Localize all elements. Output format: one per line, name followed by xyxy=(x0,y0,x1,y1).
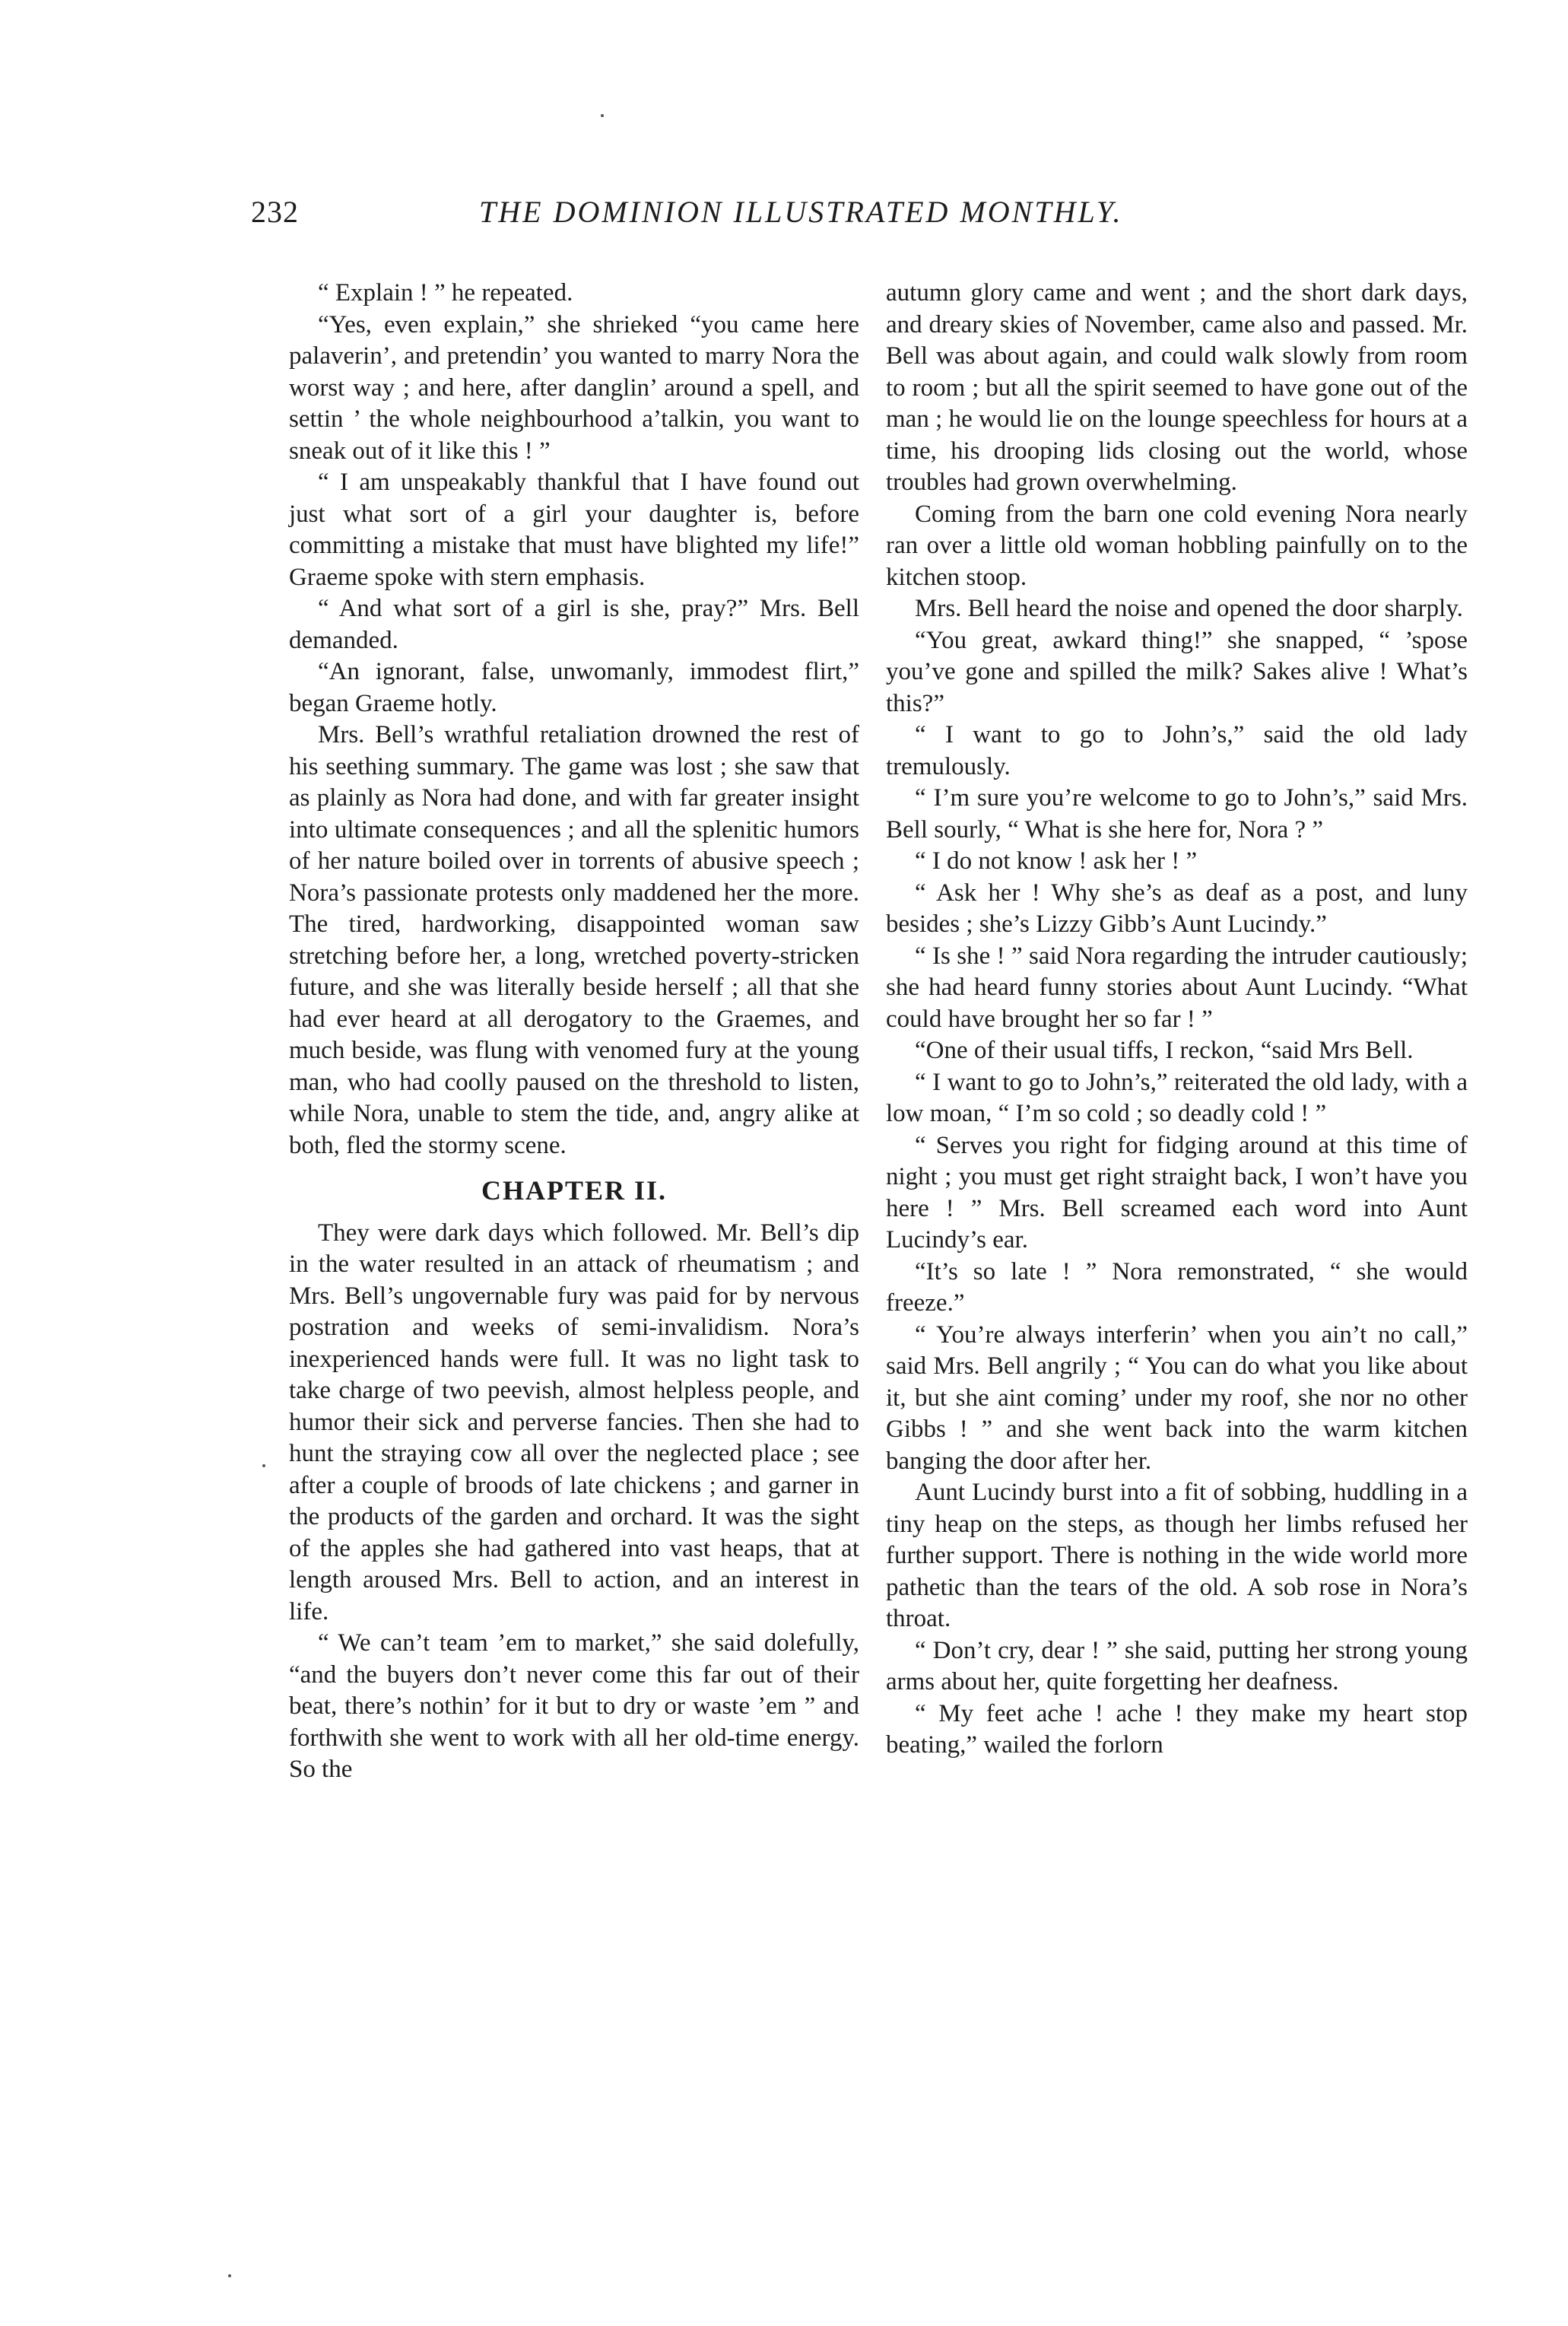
right-column xyxy=(886,278,1468,1762)
paragraph: “ Ask her ! Why she’s as deaf as a post, and luny besides ; she’s Lizzy Gibb’s Aunt Lucindy.” xyxy=(886,879,1468,938)
running-head xyxy=(251,194,1468,247)
paragraph: “ Don’t cry, dear ! ” she said, putting her strong young arms about her, quite forgetting her deafness. xyxy=(886,1636,1468,1695)
paragraph: “It’s so late ! ” Nora remonstrated, “ she would freeze.” xyxy=(886,1257,1468,1317)
paragraph: “ Explain ! ” he repeated. xyxy=(318,279,573,307)
paragraph: “ I want to go to John’s,” reiterated the old lady, with a low moan, “ I’m so cold ; so deadly cold ! ” xyxy=(886,1068,1468,1127)
paragraph: autumn glory came and went ; and the short dark days, and dreary skies of November, came also and passed. Mr. Bell was about again, and could walk slowly from room to room ; but all the spirit seemed to have gone out of the man ; he would lie on the lounge speechless for hours at a time, his drooping lids closing out the world, whose troubles had grown overwhelming. xyxy=(886,279,1468,496)
paragraph: “Yes, even explain,” she shrieked “you came here palaverin’, and pretendin’ you wanted to marry Nora the worst way ; and here, after danglin’ around a spell, and settin ’ the whole neighbourhood a’talkin, you want to sneak out of it like this ! ” xyxy=(289,310,859,465)
paragraph: “ Is she ! ” said Nora regarding the intruder cautiously; she had heard funny stories about Aunt Lucindy. “What could have brought her so far ! ” xyxy=(886,942,1468,1033)
paragraph: “ Serves you right for fidging around at this time of night ; you must get right straight back, I won’t have you here ! ” Mrs. Bell screamed each word into Aunt Lucindy’s ear. xyxy=(886,1131,1468,1254)
left-column xyxy=(289,278,859,1786)
paragraph: Mrs. Bell heard the noise and opened the door sharply. xyxy=(915,595,1463,622)
print-speck xyxy=(601,114,604,117)
paragraph: Aunt Lucindy burst into a fit of sobbing, huddling in a tiny heap on the steps, as though her limbs refused her further support. There is nothing in the wide world more pathetic than the tears of the old. A sob rose in Nora’s throat. xyxy=(886,1479,1468,1632)
journal-title: THE DOMINION ILLUSTRATED MONTHLY. xyxy=(479,195,1123,229)
chapter-heading: CHAPTER II. xyxy=(481,1175,668,1206)
paragraph: “ We can’t team ’em to market,” she said dolefully, “and the buyers don’t never come this far out of their beat, there’s nothin’ for it but to dry or waste ’em ” and forthwith she went to work with all her old-time energy. So the xyxy=(289,1629,859,1783)
paragraph: “ You’re always interferin’ when you ain’t no call,” said Mrs. Bell angrily ; “ You can do what you like about it, but she aint coming’ under my roof, she nor no other Gibbs ! ” and she went back into the warm kitchen banging the door after her. xyxy=(886,1320,1468,1475)
page-number: 232 xyxy=(251,195,299,229)
paragraph: “ My feet ache ! ache ! they make my heart stop beating,” wailed the forlorn xyxy=(886,1699,1468,1759)
paragraph: “An ignorant, false, unwomanly, immodest flirt,” began Graeme hotly. xyxy=(289,658,859,717)
paragraph: “ I’m sure you’re welcome to go to John’s,” said Mrs. Bell sourly, “ What is she here for, Nora ? ” xyxy=(886,784,1468,844)
print-speck xyxy=(262,1464,265,1467)
paragraph: “ I do not know ! ask her ! ” xyxy=(915,847,1198,875)
print-speck xyxy=(228,2274,231,2277)
paragraph: “One of their usual tiffs, I reckon, “said Mrs Bell. xyxy=(915,1037,1414,1064)
paragraph: “You great, awkard thing!” she snapped, “ ’spose you’ve gone and spilled the milk? Sakes alive ! What’s this?” xyxy=(886,626,1468,717)
paragraph: Mrs. Bell’s wrathful retaliation drowned the rest of his seething summary. The game was lost ; she saw that as plainly as Nora had done, and with far greater insight into ultimate consequences ; and all the splenitic humors of her nature boiled over in torrents of abusive speech ; Nora’s passionate protests only maddened her the more. The tired, hardworking, disappointed woman saw stretching before her, a long, wretched poverty-stricken future, and she was literally beside herself ; all that she had ever heard at all derogatory to the Graemes, and much beside, was flung with venomed fury at the young man, who had coolly paused on the threshold to listen, while Nora, unable to stem the tide, and, angry alike at both, fled the stormy scene. xyxy=(289,721,859,1159)
paragraph: “ I am unspeakably thankful that I have found out just what sort of a girl your daughter is, before committing a mistake that must have blighted my life!” Graeme spoke with stern emphasis. xyxy=(289,469,859,591)
paragraph: Coming from the barn one cold evening Nora nearly ran over a little old woman hobbling painfully on to the kitchen stoop. xyxy=(886,500,1468,591)
paragraph: They were dark days which followed. Mr. Bell’s dip in the water resulted in an attack of rheumatism ; and Mrs. Bell’s ungovernable fury was paid for by nervous postration and weeks of semi-invalidism. Nora’s inexperienced hands were full. It was no light task to take charge of two peevish, almost helpless people, and humor their sick and perverse fancies. Then she had to hunt the straying cow all over the neglected place ; see after a couple of broods of late chickens ; and garner in the products of the garden and orchard. It was the sight of the apples she had gathered into vast heaps, that at length aroused Mrs. Bell to action, and an interest in life. xyxy=(289,1219,859,1625)
paragraph: “ And what sort of a girl is she, pray?” Mrs. Bell demanded. xyxy=(289,595,859,654)
paragraph: “ I want to go to John’s,” said the old lady tremulously. xyxy=(886,721,1468,780)
